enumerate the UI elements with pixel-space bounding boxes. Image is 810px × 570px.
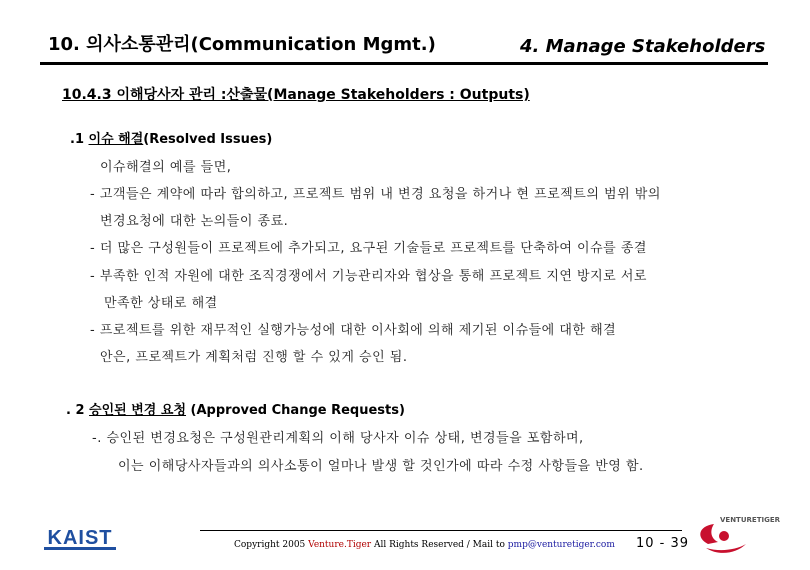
subsection-heading-resolved-issues [70, 128, 272, 147]
subsection-title-english: (Approved Change Requests) [186, 403, 405, 418]
copyright-notice [234, 540, 615, 550]
topic-title: 4. Manage Stakeholders [520, 36, 766, 57]
body-line: - 더 많은 구성원들이 프로젝트에 추가되고, 요구된 기술들로 프로젝트를 단축하여 이슈를 종결 [90, 241, 647, 256]
copyright-prefix: Copyright 2005 [234, 540, 309, 550]
copyright-brand: Venture.Tiger [308, 540, 372, 550]
body-line: 변경요청에 대한 논의들이 종료. [100, 214, 289, 229]
subsection-title-english: (Resolved Issues) [143, 132, 273, 147]
body-line: - 고객들은 계약에 따라 합의하고, 프로젝트 범위 내 변경 요청을 하거나 현 프로젝트의 범위 밖의 [90, 187, 661, 202]
vt-logo-text: VENTURETIGER [720, 516, 780, 524]
copyright-email-link[interactable]: pmp@venturetiger.com [507, 540, 615, 550]
chapter-title: 10. 의사소통관리(Communication Mgmt.) [48, 34, 436, 55]
body-line: - 프로젝트를 위한 재무적인 실행가능성에 대한 이사회에 의해 제기된 이슈들에 대한 해결 [90, 323, 617, 338]
body-line: 만족한 상태로 해결 [104, 296, 218, 311]
body-line: 안은, 프로젝트가 계획처럼 진행 할 수 있게 승인 됨. [100, 350, 408, 365]
copyright-middle: All Rights Reserved / Mail to [371, 540, 508, 550]
subsection-title-korean: 승인된 변경 요청 [89, 403, 187, 418]
body-line: - 부족한 인적 자원에 대한 조직경쟁에서 기능관리자와 협상을 통해 프로젝트 지연 방지로 서로 [90, 269, 647, 284]
body-line: 이슈해결의 예를 들면, [100, 160, 232, 175]
body-line: 이는 이해당사자들과의 의사소통이 얼마나 발생 할 것인가에 따라 수정 사항들을 반영 함. [118, 459, 644, 474]
body-line: -. 승인된 변경요청은 구성원관리계획의 이해 당사자 이슈 상태, 변경들을 포함하며, [92, 431, 584, 446]
subsection-title-korean: 이슈 해결 [88, 132, 144, 147]
kaist-logo [44, 524, 116, 556]
subsection-heading-approved-change-requests [66, 399, 405, 418]
subsection-number: .1 [70, 132, 89, 147]
header-divider [40, 62, 768, 65]
footer-divider [200, 530, 682, 531]
section-heading: 10.4.3 이해당사자 관리 :산출물(Manage Stakeholders : Outputs) [62, 87, 530, 103]
venturetiger-logo [688, 510, 788, 566]
kaist-logo-text: KAIST [47, 527, 113, 549]
subsection-number: . 2 [66, 403, 90, 418]
page-number: 10 - 39 [636, 536, 690, 551]
